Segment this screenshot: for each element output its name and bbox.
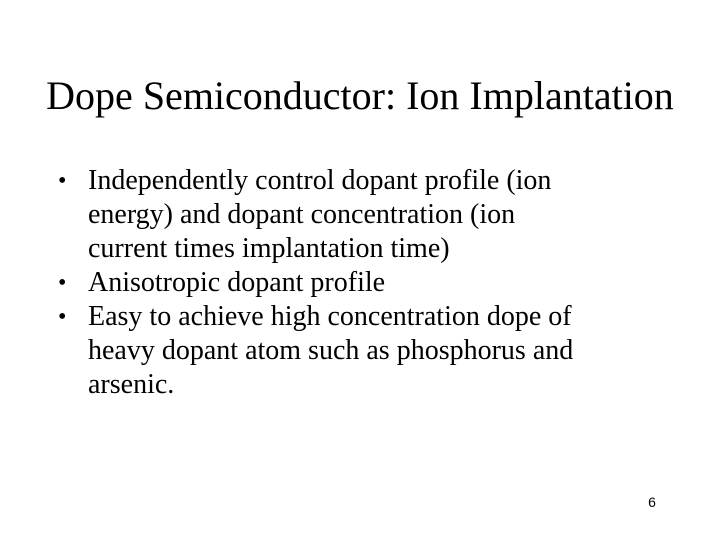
bullet-item-high-concentration [58, 300, 678, 402]
page-number: 6 [648, 494, 656, 510]
bullet-list [58, 164, 678, 402]
bullet-text-line: current times implantation time) [88, 233, 450, 264]
bullet-icon: • [58, 304, 67, 330]
bullet-text-line: Anisotropic dopant profile [88, 267, 386, 298]
bullet-item-independent-control [58, 164, 678, 266]
bullet-text-line: Easy to achieve high concentration dope of [88, 301, 572, 332]
bullet-text-line: heavy dopant atom such as phosphorus and [88, 335, 574, 366]
slide-title: Dope Semiconductor: Ion Implantation [46, 73, 674, 118]
bullet-text-line: energy) and dopant concentration (ion [88, 199, 516, 230]
bullet-text-line: Independently control dopant profile (ion [88, 165, 552, 196]
bullet-icon: • [58, 168, 67, 194]
bullet-text-line: arsenic. [88, 369, 175, 400]
bullet-item-anisotropic-profile [58, 266, 678, 300]
bullet-icon: • [58, 270, 67, 296]
